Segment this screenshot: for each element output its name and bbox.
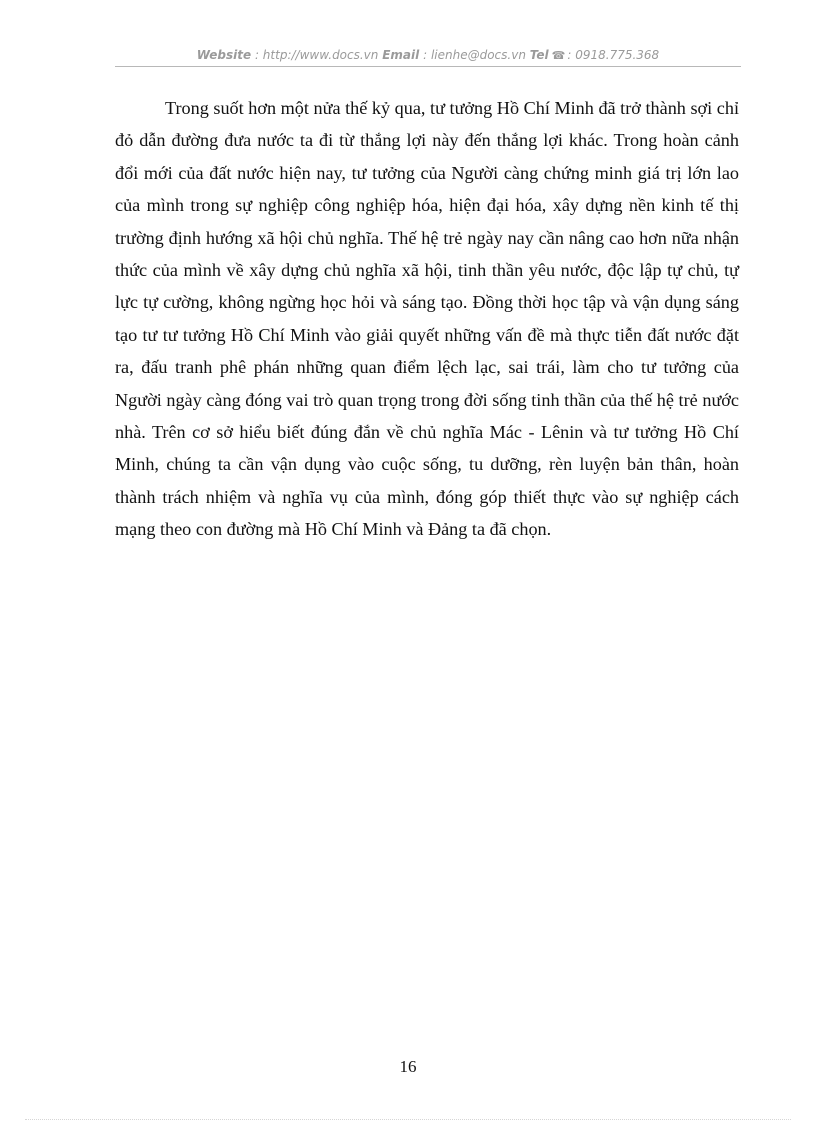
page-header — [115, 44, 741, 67]
body-paragraph: Trong suốt hơn một nửa thế kỷ qua, tư tưởng Hồ Chí Minh đã trở thành sợi chỉ đỏ dẫn đường đưa nước ta đi từ thắng lợi này đến thắng lợi khác. Trong hoàn cảnh đổi mới của đất nước hiện nay, tư tưởng của Người càng chứng minh giá trị lớn lao của mình trong sự nghiệp công nghiệp hóa, hiện đại hóa, xây dựng nền kinh tế thị trường định hướng xã hội chủ nghĩa. Thế hệ trẻ ngày nay cần nâng cao hơn nữa nhận thức của mình về xây dựng chủ nghĩa xã hội, tinh thần yêu nước, độc lập tự chủ, tự lực tự cường, không ngừng học hỏi và sáng tạo. Đồng thời học tập và vận dụng sáng tạo tư tư tưởng Hồ Chí Minh vào giải quyết những vấn đề mà thực tiễn đất nước đặt ra, đấu tranh phê phán những quan điểm lệch lạc, sai trái, làm cho tư tưởng của Người ngày càng đóng vai trò quan trọng trong đời sống tinh thần của thế hệ trẻ nước nhà. Trên cơ sở hiểu biết đúng đắn về chủ nghĩa Mác - Lênin và tư tưởng Hồ Chí Minh, chúng ta cần vận dụng vào cuộc sống, tu dưỡng, rèn luyện bản thân, hoàn thành trách nhiệm và nghĩa vụ của mình, đóng góp thiết thực vào sự nghiệp cách mạng theo con đường mà Hồ Chí Minh và Đảng ta đã chọn. — [115, 98, 739, 540]
website-label: Website — [196, 48, 252, 62]
email-label: Email — [382, 48, 420, 62]
bottom-divider — [25, 1119, 791, 1120]
email-value: : lienhe@docs.vn — [423, 48, 526, 62]
phone-icon: ☎ — [551, 49, 566, 62]
tel-value: : 0918.775.368 — [567, 48, 660, 62]
page-number: 16 — [399, 1057, 417, 1076]
tel-label: Tel — [529, 48, 549, 62]
website-value: : http://www.docs.vn — [254, 48, 379, 62]
